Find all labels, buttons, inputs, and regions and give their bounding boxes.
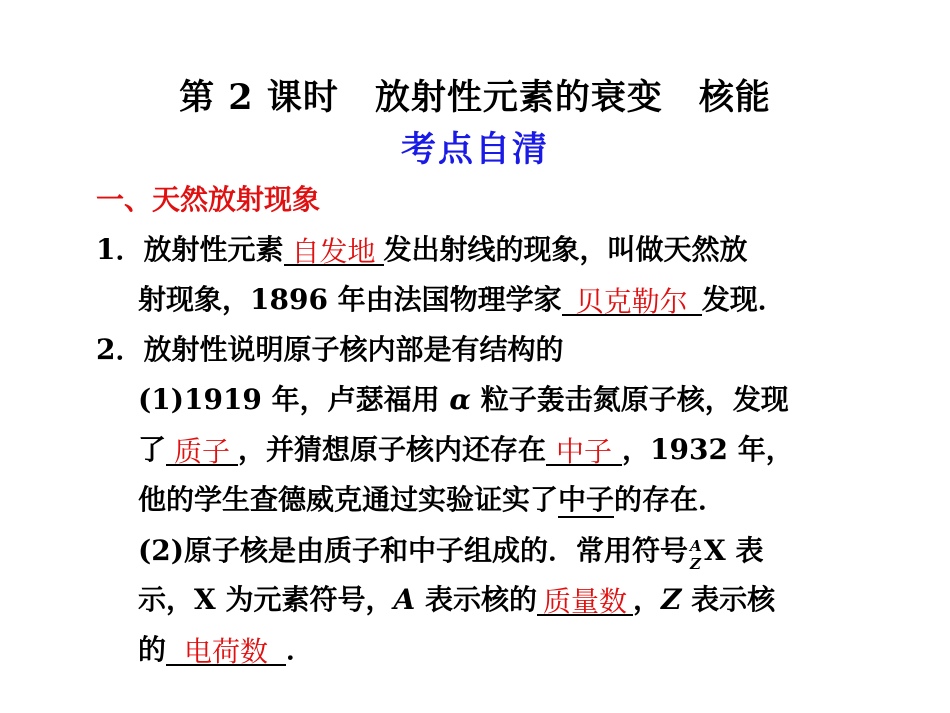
item2-text-a: 放射性说明原子核内部是有结构的: [143, 333, 564, 366]
blank-5: [537, 580, 633, 616]
symbol-Z: Z: [660, 583, 682, 616]
item1-line1: [96, 230, 748, 270]
item1-text-d: 发现．: [701, 283, 786, 316]
item1-text-b: 发出射线的现象，叫做天然放: [383, 233, 748, 266]
sub1-text-d: ，并猜想原子核内还存在: [238, 433, 547, 466]
sub2-text-c: 示，X 为元素符号，: [138, 583, 394, 616]
item2-number: 2．: [96, 333, 144, 366]
sub2-text-e: ，: [632, 583, 661, 616]
blank-2: [562, 280, 702, 316]
topic-heading: 一、天然放射现象: [96, 183, 321, 216]
blank-3: [166, 430, 238, 466]
blank-6: [166, 630, 286, 666]
sub2-text-f: 表示核: [681, 583, 776, 616]
symbol-A: A: [393, 583, 416, 616]
item1-text-a: 放射性元素: [143, 233, 284, 266]
sub1-text-e: ，1932 年，: [622, 433, 794, 466]
sub1-text-f: 他的学生查德威克通过实验证实了: [138, 483, 559, 516]
nuclide-symbol: [688, 530, 704, 573]
sub1-text-h: 的存在．: [614, 483, 727, 516]
atomic-number-sub: Z: [689, 555, 701, 573]
blank-1: [284, 230, 384, 266]
answer-6: 电荷数: [184, 635, 269, 668]
sub1-text-a: (1)1919 年，卢瑟福用: [138, 383, 440, 416]
item2-sub2-line1: [138, 530, 764, 573]
blank-4: [546, 430, 622, 466]
mass-number-sup: A: [689, 537, 702, 555]
section-heading: 考点自清: [400, 129, 549, 170]
alpha-symbol: α: [449, 383, 471, 416]
item2-sub1-line1: [138, 380, 789, 420]
item1-text-c: 射现象，1896 年由法国物理学家: [138, 283, 562, 316]
answer-3: 质子: [174, 435, 231, 468]
answer-4: 中子: [556, 435, 613, 468]
sub2-text-b: X 表: [703, 534, 764, 567]
sub1-text-b: 粒子轰击氮原子核，发现: [480, 383, 789, 416]
sub2-text-d: 表示核的: [415, 583, 537, 616]
item2-sub1-line3: [138, 480, 726, 520]
sub1-text-c: 了: [138, 433, 167, 466]
underlined-neutron: 中子: [558, 483, 615, 516]
sub2-text-a: (2)原子核是由质子和中子组成的．常用符号: [138, 534, 688, 567]
item2-line1: [96, 330, 564, 370]
lesson-title: 第 2 课时 放射性元素的衰变 核能: [179, 77, 771, 118]
sub2-text-g: 的: [138, 633, 167, 666]
answer-1: 自发地: [291, 235, 376, 268]
item2-sub1-line2: [138, 430, 794, 470]
item2-sub2-line3: [138, 630, 314, 670]
answer-5: 质量数: [542, 585, 627, 618]
sub2-text-h: ．: [286, 633, 315, 666]
item1-number: 1．: [96, 233, 144, 266]
item2-sub2-line2: [138, 580, 775, 620]
item1-line2: [138, 280, 786, 320]
answer-2: 贝克勒尔: [575, 285, 688, 318]
